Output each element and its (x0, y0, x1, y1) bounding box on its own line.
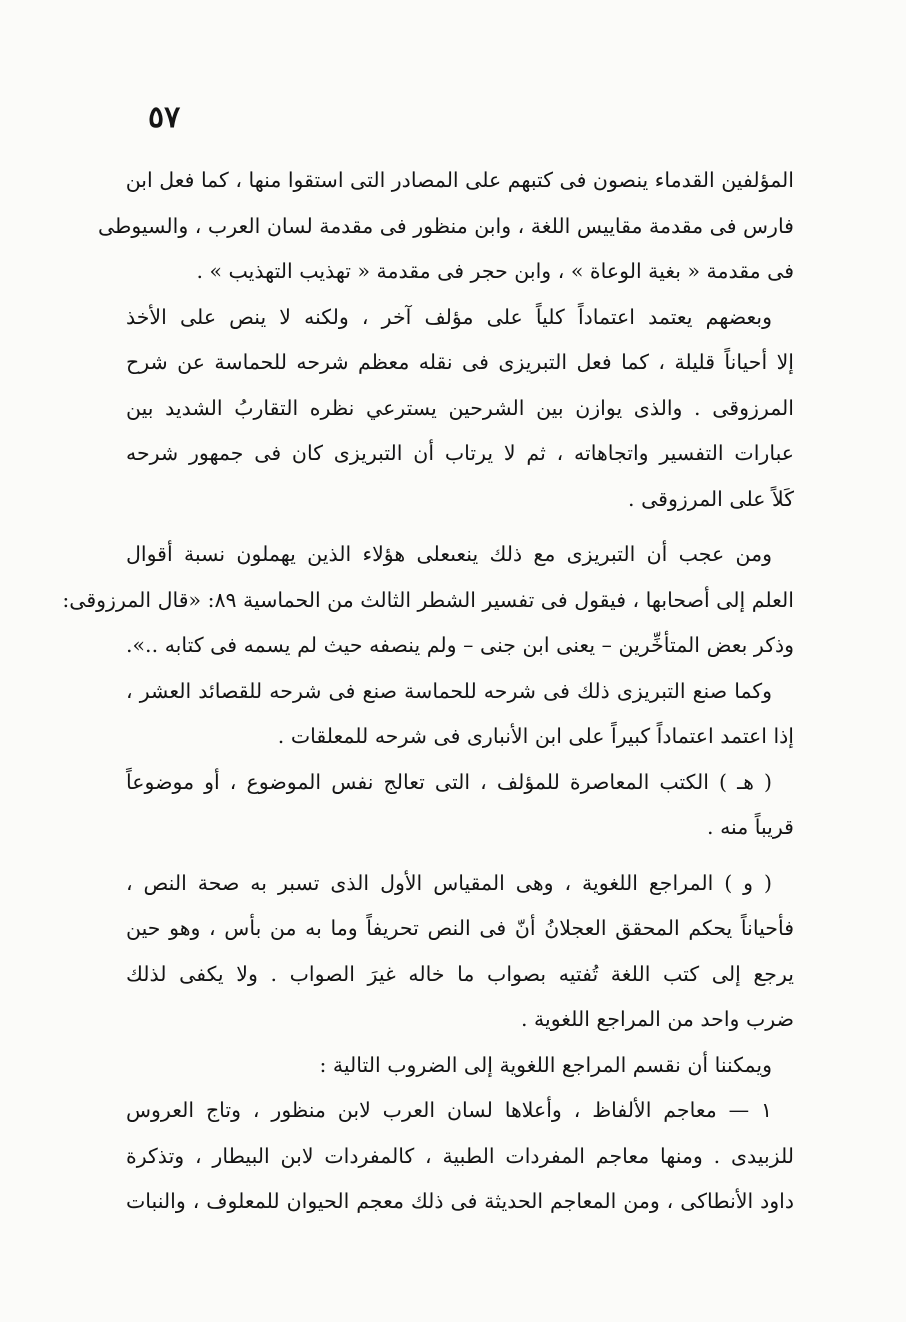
text-line: للزبيدى . ومنها معاجم المفردات الطبية ، كالمفردات لابن البيطار ، وتذكرة (126, 1143, 794, 1168)
text-line: ويمكننا أن نقسم المراجع اللغوية إلى الضروب التالية : (319, 1052, 772, 1077)
body-text (62, 158, 794, 1225)
text-line: إلا أحياناً قليلة ، كما فعل التبريزى فى نقله معظم شرحه للحماسة عن شرح (126, 350, 794, 374)
text-line: ومن عجب أن التبريزى مع ذلك ينعىعلى هؤلاء الذين يهملون نسبة أقوال (126, 542, 772, 566)
text-line: قريباً منه . (707, 815, 794, 839)
page-number: ٥٧ (148, 100, 181, 135)
text-line: العلم إلى أصحابها ، فيقول فى تفسير الشطر الثالث من الحماسية ٨٩: «قال المرزوقى: (62, 587, 794, 612)
text-line: فارس فى مقدمة مقاييس اللغة ، وابن منظور فى مقدمة لسان العرب ، والسيوطى (97, 213, 794, 238)
text-line: عبارات التفسير واتجاهاته ، ثم لا يرتاب أن التبريزى كان فى جمهور شرحه (126, 441, 794, 465)
text-line: وذكر بعض المتأخِّرين – يعنى ابن جنى – ولم ينصفه حيث لم يسمه فى كتابه ..». (126, 633, 794, 657)
text-line: ١ — معاجم الألفاظ ، وأعلاها لسان العرب لابن منظور ، وتاج العروس (126, 1098, 772, 1122)
text-line: المرزوقى . والذى يوازن بين الشرحين يسترعي نظره التقاربُ الشديد بين (126, 395, 794, 420)
text-line: داود الأنطاكى ، ومن المعاجم الحديثة فى ذلك معجم الحيوان للمعلوف ، والنبات (126, 1189, 794, 1213)
text-line: ( هـ ) الكتب المعاصرة للمؤلف ، التى تعالج نفس الموضوع ، أو موضوعاً (126, 769, 772, 794)
text-line: المؤلفين القدماء ينصون فى كتبهم على المصادر التى استقوا منها ، كما فعل ابن (125, 168, 794, 192)
text-line: وبعضهم يعتمد اعتماداً كلياً على مؤلف آخر ، ولكنه لا ينص على الأخذ (126, 304, 772, 329)
text-line: إذا اعتمد اعتماداً كبيراً على ابن الأنبارى فى شرحه للمعلقات . (277, 724, 794, 748)
text-line: فأحياناً يحكم المحقق العجلانُ أنّ فى النص تحريفاً وما به من بأس ، وهو حين (126, 916, 794, 940)
text-line: وكما صنع التبريزى ذلك فى شرحه للحماسة صنع فى شرحه للقصائد العشر ، (126, 678, 772, 703)
text-line: ضرب واحد من المراجع اللغوية . (520, 1007, 794, 1031)
text-line: ( و ) المراجع اللغوية ، وهى المقياس الأول الذى تسبر به صحة النص ، (126, 870, 772, 895)
text-line: يرجع إلى كتب اللغة تُفتيه بصواب ما خاله غيرَ الصواب . ولا يكفى لذلك (126, 961, 794, 986)
text-line: كَلاً على المرزوقى . (628, 486, 794, 511)
text-line: فى مقدمة « بغية الوعاة » ، وابن حجر فى مقدمة « تهذيب التهذيب » . (196, 259, 794, 283)
